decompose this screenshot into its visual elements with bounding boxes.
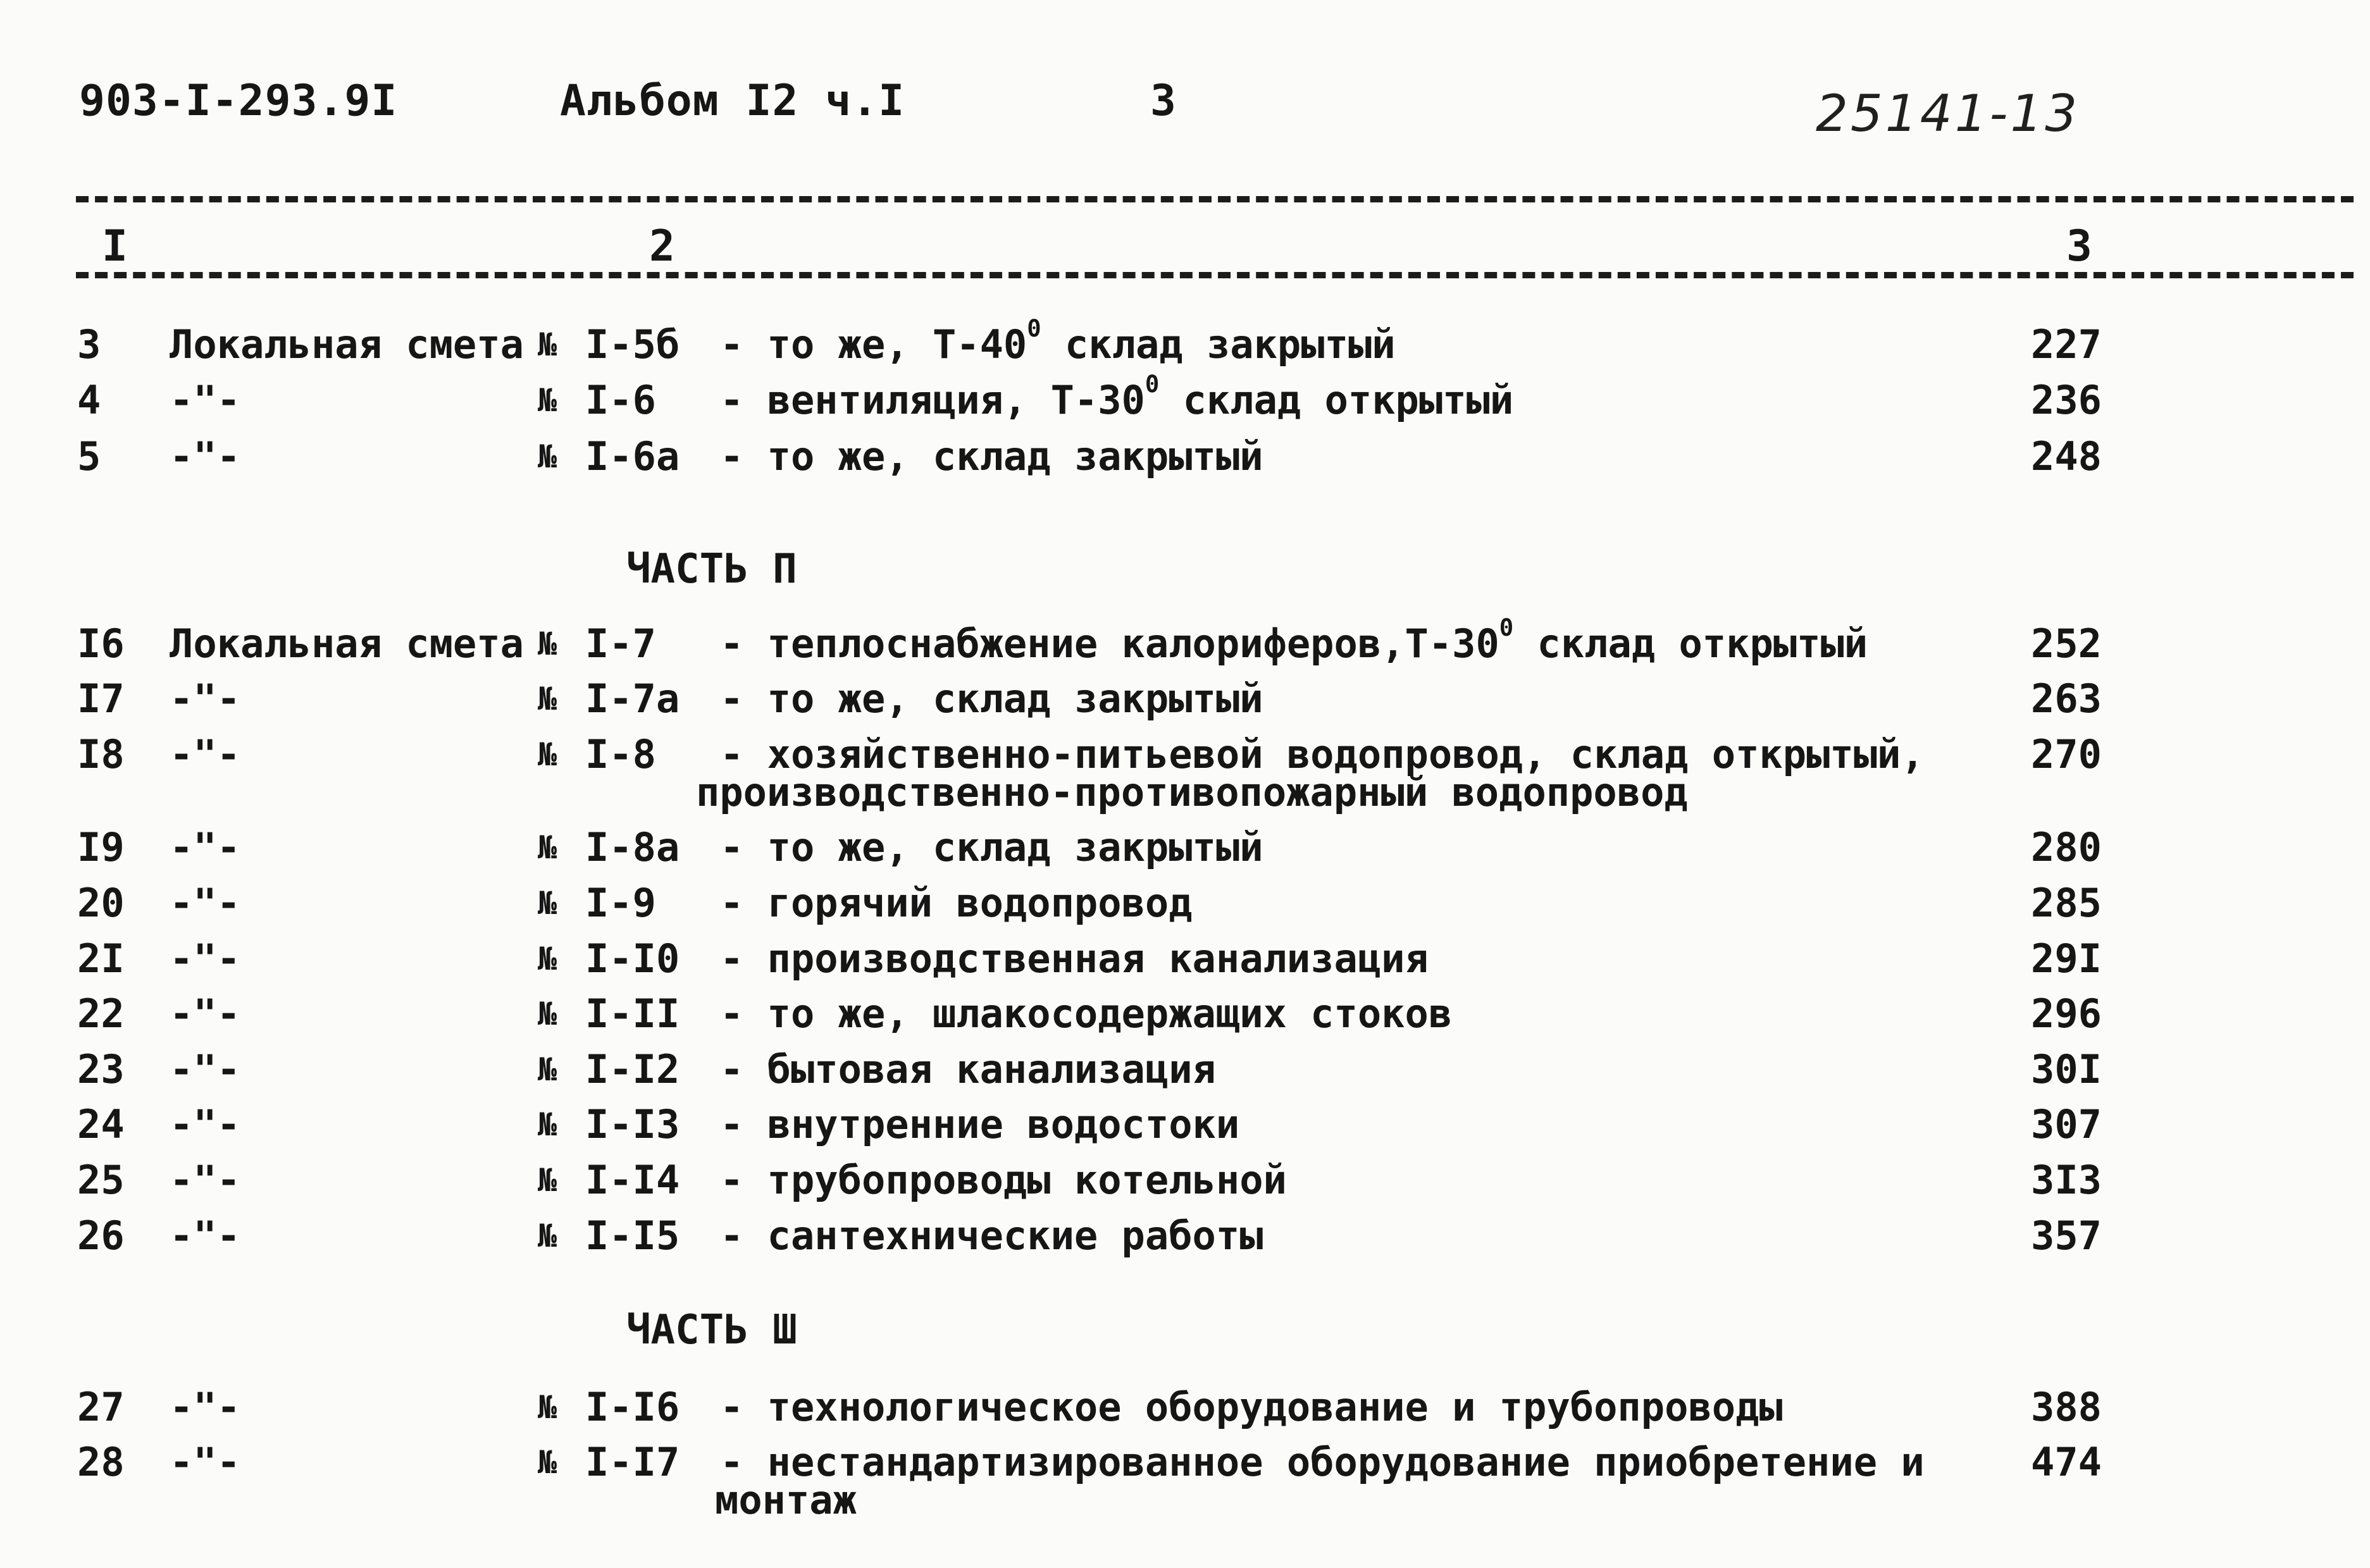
row-number: 4 <box>77 377 101 423</box>
row-code: I-8а <box>585 824 680 870</box>
column-number-2: 2 <box>645 221 679 272</box>
row-type: -"- <box>170 433 240 479</box>
row-description: - нестандартизированное оборудование приобретение и <box>720 1439 1925 1485</box>
row-page: 307 <box>2031 1101 2102 1147</box>
row-page: 285 <box>2031 880 2102 926</box>
row-type: -"- <box>170 880 240 926</box>
row-page: 227 <box>2031 321 2102 367</box>
row-page: 263 <box>2031 676 2102 722</box>
row-page: 236 <box>2031 377 2102 423</box>
row-page: 280 <box>2031 824 2102 870</box>
row-code: I-I6 <box>585 1384 680 1430</box>
row-description: - то же, склад закрытый <box>720 824 1263 870</box>
row-code: I-I0 <box>585 935 680 982</box>
row-type: -"- <box>170 1213 240 1259</box>
row-description: - то же, склад закрытый <box>720 676 1263 722</box>
number-sign: № <box>538 885 557 922</box>
section-heading-part-2: ЧАСТЬ П <box>626 546 797 593</box>
row-type: -"- <box>170 1157 240 1203</box>
section-heading-part-3: ЧАСТЬ Ш <box>626 1307 797 1354</box>
row-number: 3 <box>77 321 101 367</box>
album-label: Альбом I2 ч.I <box>560 76 905 126</box>
number-sign: № <box>538 326 557 363</box>
row-code: I-I7 <box>585 1439 680 1485</box>
row-description: - то же, $Т-40^0$ склад закрытый <box>720 314 1396 367</box>
row-number: I8 <box>77 731 125 777</box>
row-page: 270 <box>2031 731 2102 777</box>
column-dashed-rule <box>76 272 2354 278</box>
row-type: Локальная смета <box>170 321 524 367</box>
row-type: -"- <box>170 1101 240 1147</box>
row-number: I9 <box>77 824 125 870</box>
number-sign: № <box>538 1106 557 1143</box>
number-sign: № <box>538 736 557 773</box>
row-type: -"- <box>170 676 240 722</box>
row-page: 296 <box>2031 991 2102 1037</box>
number-sign: № <box>538 1218 557 1254</box>
number-sign: № <box>538 941 557 977</box>
row-type: -"- <box>170 1384 240 1430</box>
row-description: - бытовая канализация <box>720 1046 1216 1092</box>
row-code: I-5б <box>585 321 680 367</box>
row-type: -"- <box>170 1439 240 1485</box>
row-code: I-6а <box>585 433 680 479</box>
row-type: -"- <box>170 1046 240 1092</box>
number-sign: № <box>538 1444 557 1481</box>
row-code: I-8 <box>585 731 656 777</box>
row-number: I6 <box>77 620 125 667</box>
row-description-continued: производственно-противопожарный водопровод <box>696 769 1688 815</box>
row-description: - теплоснабжение $калориферов,Т-30^0$ склад открытый <box>720 613 1868 667</box>
row-code: I-6 <box>585 377 656 423</box>
row-page: 388 <box>2031 1384 2102 1430</box>
column-number-1: I <box>98 221 132 272</box>
row-description: - то же, шлакосодержащих стоков <box>720 991 1453 1037</box>
number-sign: № <box>538 681 557 717</box>
row-description: - производственная канализация <box>720 935 1429 982</box>
number-sign: № <box>538 1389 557 1426</box>
row-number: 26 <box>77 1213 125 1259</box>
row-code: I-I3 <box>585 1101 680 1147</box>
handwritten-stamp: 25141-13 <box>1816 84 2080 143</box>
number-sign: № <box>538 626 557 662</box>
row-number: 25 <box>77 1157 125 1203</box>
number-sign: № <box>538 438 557 475</box>
row-type: -"- <box>170 935 240 982</box>
top-dashed-rule <box>76 196 2354 202</box>
row-number: 20 <box>77 880 125 926</box>
row-page: 357 <box>2031 1213 2102 1259</box>
row-code: I-II <box>585 991 680 1037</box>
row-type: -"- <box>170 991 240 1037</box>
row-type: -"- <box>170 377 240 423</box>
row-code: I-9 <box>585 880 656 926</box>
number-sign: № <box>538 1162 557 1199</box>
row-number: 24 <box>77 1101 125 1147</box>
number-sign: № <box>538 996 557 1032</box>
row-type: -"- <box>170 824 240 870</box>
row-page: 29I <box>2031 935 2102 982</box>
number-sign: № <box>538 1051 557 1088</box>
row-description: - вентиляция, $Т-30^0$ склад открытый <box>720 369 1514 423</box>
row-number: 28 <box>77 1439 125 1485</box>
document-code: 903-I-293.9I <box>79 76 398 126</box>
row-number: I7 <box>77 676 125 722</box>
row-number: 2I <box>77 935 125 982</box>
column-number-3: 3 <box>2063 221 2096 272</box>
row-type: -"- <box>170 731 240 777</box>
row-page: 3I3 <box>2031 1157 2102 1203</box>
number-sign: № <box>538 829 557 866</box>
row-code: I-7 <box>585 620 656 667</box>
row-description: - сантехнические работы <box>720 1213 1263 1259</box>
row-code: I-I5 <box>585 1213 680 1259</box>
row-page: 252 <box>2031 620 2102 667</box>
row-number: 22 <box>77 991 125 1037</box>
row-code: I-I2 <box>585 1046 680 1092</box>
row-page: 248 <box>2031 433 2102 479</box>
row-description-continued: монтаж <box>715 1477 857 1523</box>
row-number: 5 <box>77 433 101 479</box>
row-number: 23 <box>77 1046 125 1092</box>
row-code: I-7а <box>585 676 680 722</box>
row-page: 474 <box>2031 1439 2102 1485</box>
row-description: - внутренние водостоки <box>720 1101 1240 1147</box>
row-description: - трубопроводы котельной <box>720 1157 1287 1203</box>
row-description: - хозяйственно-питьевой водопровод, склад открытый, <box>720 731 1925 777</box>
row-number: 27 <box>77 1384 125 1430</box>
row-page: 30I <box>2031 1046 2102 1092</box>
row-description: - то же, склад закрытый <box>720 433 1263 479</box>
row-description: - технологическое оборудование и трубопроводы <box>720 1384 1783 1430</box>
page-number: 3 <box>1150 76 1177 126</box>
number-sign: № <box>538 382 557 419</box>
row-type: Локальная смета <box>170 620 524 667</box>
row-code: I-I4 <box>585 1157 680 1203</box>
row-description: - горячий водопровод <box>720 880 1193 926</box>
